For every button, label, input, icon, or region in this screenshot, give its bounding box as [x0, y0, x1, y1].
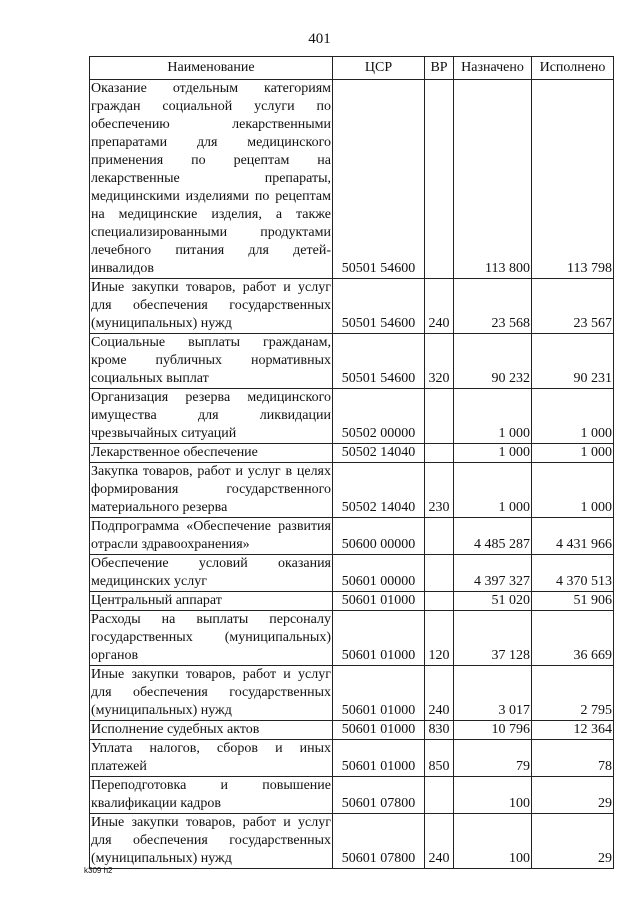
table-row	[90, 334, 614, 389]
table-row	[90, 555, 614, 592]
row-csr: 50601 01000	[333, 611, 425, 666]
row-assigned: 4 485 287	[454, 518, 532, 555]
row-csr: 50601 07800	[333, 814, 425, 869]
row-executed: 23 567	[532, 279, 614, 334]
row-vr	[425, 80, 454, 279]
row-name: Центральный аппарат	[90, 592, 333, 611]
row-executed: 2 795	[532, 666, 614, 721]
table-row	[90, 666, 614, 721]
row-csr: 50601 01000	[333, 721, 425, 740]
row-executed: 4 431 966	[532, 518, 614, 555]
table-row	[90, 389, 614, 444]
row-assigned: 10 796	[454, 721, 532, 740]
row-assigned: 79	[454, 740, 532, 777]
row-assigned: 3 017	[454, 666, 532, 721]
row-assigned: 1 000	[454, 444, 532, 463]
row-vr: 240	[425, 814, 454, 869]
table-row	[90, 814, 614, 869]
row-vr: 320	[425, 334, 454, 389]
row-assigned: 23 568	[454, 279, 532, 334]
row-assigned: 4 397 327	[454, 555, 532, 592]
row-executed: 12 364	[532, 721, 614, 740]
row-csr: 50501 54600	[333, 334, 425, 389]
table-row	[90, 592, 614, 611]
row-name: Иные закупки товаров, работ и услуг для обеспечения государственных (муниципальных) нужд	[90, 666, 333, 721]
header-executed: Исполнено	[532, 57, 614, 80]
row-csr: 50601 01000	[333, 740, 425, 777]
budget-table	[89, 56, 614, 869]
row-vr: 230	[425, 463, 454, 518]
row-executed: 1 000	[532, 444, 614, 463]
table-header-row	[90, 57, 614, 80]
table-body	[90, 80, 614, 869]
row-executed: 90 231	[532, 334, 614, 389]
row-executed: 113 798	[532, 80, 614, 279]
row-csr: 50601 01000	[333, 666, 425, 721]
row-assigned: 100	[454, 777, 532, 814]
row-name: Иные закупки товаров, работ и услуг для обеспечения государственных (муниципальных) нужд	[90, 814, 333, 869]
row-name: Переподготовка и повышение квалификации кадров	[90, 777, 333, 814]
row-executed: 4 370 513	[532, 555, 614, 592]
table-row	[90, 611, 614, 666]
table-row	[90, 80, 614, 279]
row-assigned: 51 020	[454, 592, 532, 611]
row-vr	[425, 389, 454, 444]
row-vr	[425, 592, 454, 611]
row-name: Уплата налогов, сборов и иных платежей	[90, 740, 333, 777]
row-csr: 50502 14040	[333, 444, 425, 463]
row-name: Оказание отдельным категориям граждан социальной услуги по обеспечению лекарственными препаратами для медицинского применения по рецептам на лекарственные препараты, медицинскими изделиями по рецептам на медицинские изделия, а также специализированными продуктами лечебного питания для детей-инвалидов	[90, 80, 333, 279]
table-row	[90, 279, 614, 334]
row-csr: 50501 54600	[333, 279, 425, 334]
header-csr: ЦСР	[333, 57, 425, 80]
row-executed: 29	[532, 777, 614, 814]
table-row	[90, 777, 614, 814]
row-csr: 50502 00000	[333, 389, 425, 444]
row-vr	[425, 777, 454, 814]
row-vr: 240	[425, 666, 454, 721]
table-row	[90, 721, 614, 740]
row-csr: 50502 14040	[333, 463, 425, 518]
table-row	[90, 463, 614, 518]
header-assigned: Назначено	[454, 57, 532, 80]
row-assigned: 1 000	[454, 463, 532, 518]
row-executed: 36 669	[532, 611, 614, 666]
table-row	[90, 740, 614, 777]
row-executed: 29	[532, 814, 614, 869]
page-number: 401	[308, 31, 331, 47]
row-vr	[425, 444, 454, 463]
row-assigned: 1 000	[454, 389, 532, 444]
row-csr: 50601 00000	[333, 555, 425, 592]
row-assigned: 100	[454, 814, 532, 869]
row-name: Лекарственное обеспечение	[90, 444, 333, 463]
row-assigned: 90 232	[454, 334, 532, 389]
row-csr: 50501 54600	[333, 80, 425, 279]
row-vr: 240	[425, 279, 454, 334]
row-csr: 50601 01000	[333, 592, 425, 611]
row-name: Организация резерва медицинского имущества для ликвидации чрезвычайных ситуаций	[90, 389, 333, 444]
row-vr: 850	[425, 740, 454, 777]
row-executed: 1 000	[532, 389, 614, 444]
row-assigned: 37 128	[454, 611, 532, 666]
row-name: Исполнение судебных актов	[90, 721, 333, 740]
row-csr: 50601 07800	[333, 777, 425, 814]
table-row	[90, 518, 614, 555]
row-vr: 120	[425, 611, 454, 666]
row-vr	[425, 555, 454, 592]
row-name: Обеспечение условий оказания медицинских услуг	[90, 555, 333, 592]
row-executed: 78	[532, 740, 614, 777]
table-row	[90, 444, 614, 463]
row-csr: 50600 00000	[333, 518, 425, 555]
row-name: Подпрограмма «Обеспечение развития отрасли здравоохранения»	[90, 518, 333, 555]
row-name: Социальные выплаты гражданам, кроме публичных нормативных социальных выплат	[90, 334, 333, 389]
header-vr: ВР	[425, 57, 454, 80]
footer-code: k309 h2	[84, 866, 113, 875]
row-vr	[425, 518, 454, 555]
row-vr: 830	[425, 721, 454, 740]
row-assigned: 113 800	[454, 80, 532, 279]
row-name: Иные закупки товаров, работ и услуг для обеспечения государственных (муниципальных) нужд	[90, 279, 333, 334]
row-executed: 1 000	[532, 463, 614, 518]
row-name: Закупка товаров, работ и услуг в целях формирования государственного материального резерва	[90, 463, 333, 518]
row-executed: 51 906	[532, 592, 614, 611]
row-name: Расходы на выплаты персоналу государственных (муниципальных) органов	[90, 611, 333, 666]
header-name: Наименование	[90, 57, 333, 80]
